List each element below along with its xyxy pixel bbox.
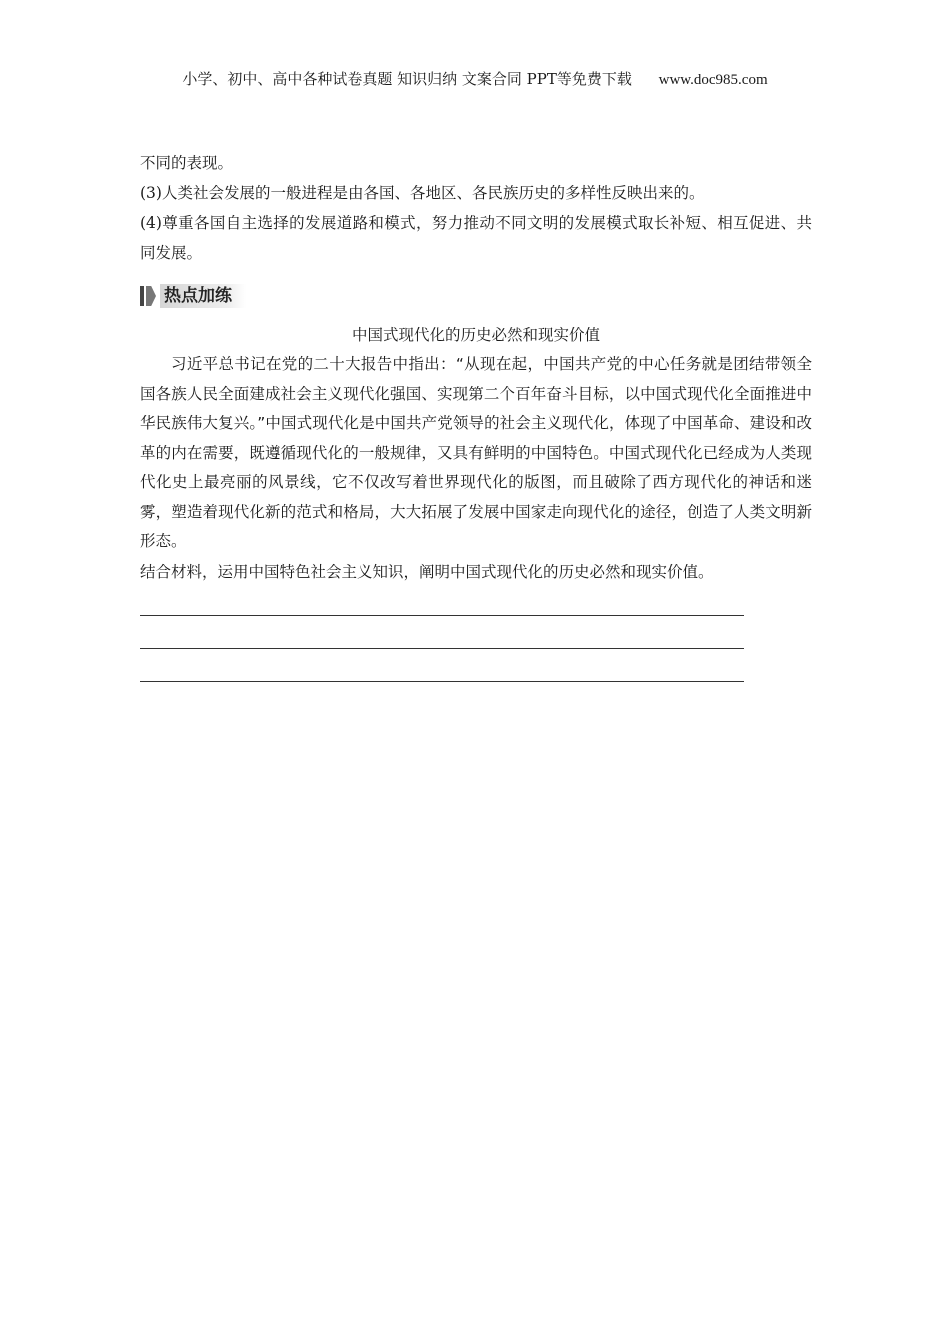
answer-line[interactable] (140, 616, 744, 649)
answer-line[interactable] (140, 583, 744, 616)
answer-area[interactable] (140, 583, 812, 682)
section-label-text: 热点加练 (160, 284, 246, 308)
page-header (0, 68, 950, 91)
section-marker-icon (140, 286, 156, 306)
material-title: 中国式现代化的历史必然和现实价值 (351, 326, 600, 344)
question-prompt: 结合材料，运用中国特色社会主义知识，阐明中国式现代化的历史必然和现实价值。 (140, 562, 714, 581)
point-3: (3)人类社会发展的一般进程是由各国、各地区、各民族历史的多样性反映出来的。 (140, 184, 705, 202)
header-url[interactable]: www.doc985.com (658, 72, 768, 88)
answer-line[interactable] (140, 649, 744, 682)
continued-paragraph: 不同的表现。 (140, 154, 234, 172)
material-body: 习近平总书记在党的二十大报告中指出：“从现在起，中国共产党的中心任务就是团结带领全国各族人民全面建成社会主义现代化强国、实现第二个百年奋斗目标，以中国式现代化全面推进中华民族伟大复兴。”中国式现代化是中国共产党领导的社会主义现代化，体现了中国革命、建设和改革的内在需要，既遵循现代化的一般规律，又具有鲜明的中国特色。中国式现代化已经成为人类现代化史上最亮丽的风景线，它不仅改写着世界现代化的版图，而且破除了西方现代化的神话和迷雾，塑造着现代化新的范式和格局，大大拓展了发展中国家走向现代化的途径，创造了人类文明新形态。 (140, 355, 812, 550)
document-content (140, 148, 812, 682)
section-label (140, 282, 812, 310)
header-text: 小学、初中、高中各种试卷真题 知识归纳 文案合同 PPT等免费下载 (182, 70, 632, 88)
point-4: (4)尊重各国自主选择的发展道路和模式，努力推动不同文明的发展模式取长补短、相互促进、共同发展。 (140, 214, 812, 262)
